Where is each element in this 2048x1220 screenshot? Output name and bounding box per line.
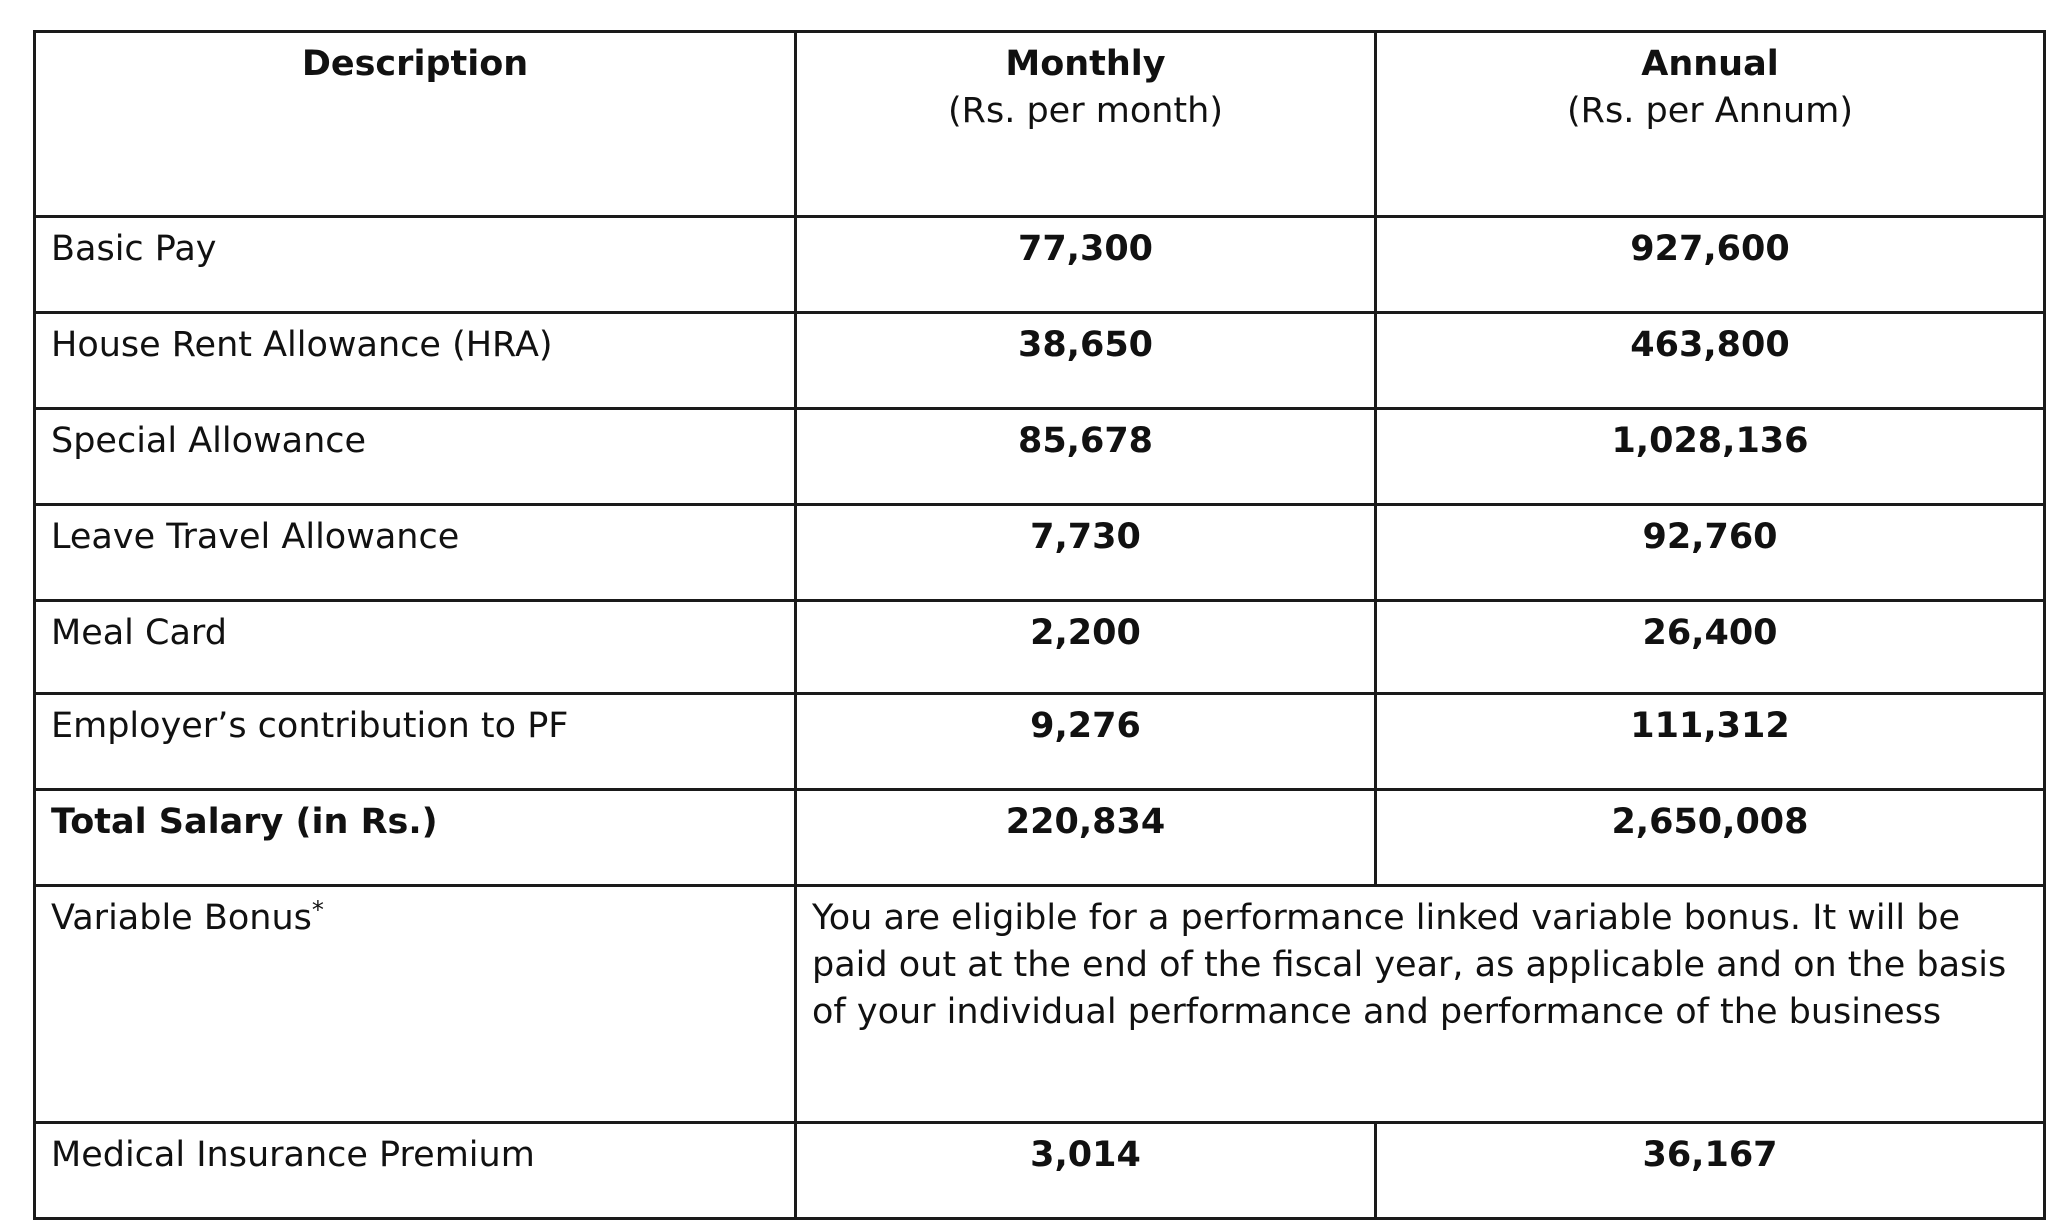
row-monthly-value: 2,200 bbox=[796, 601, 1376, 694]
header-monthly-title: Monthly bbox=[1005, 44, 1166, 84]
medical-monthly-value: 3,014 bbox=[796, 1123, 1376, 1219]
header-description-title: Description bbox=[301, 44, 529, 84]
header-annual-title: Annual bbox=[1641, 44, 1779, 84]
header-annual bbox=[1376, 32, 2045, 217]
row-monthly-value: 9,276 bbox=[796, 694, 1376, 790]
salary-breakup-table bbox=[33, 30, 2046, 1220]
row-annual-value: 111,312 bbox=[1376, 694, 2045, 790]
header-description bbox=[35, 32, 796, 217]
row-description: Basic Pay bbox=[35, 217, 796, 313]
table-row bbox=[35, 601, 2045, 694]
row-description: Meal Card bbox=[35, 601, 796, 694]
row-monthly-value: 38,650 bbox=[796, 313, 1376, 409]
table-row bbox=[35, 217, 2045, 313]
total-annual-value: 2,650,008 bbox=[1376, 790, 2045, 886]
row-description: Employer’s contribution to PF bbox=[35, 694, 796, 790]
row-description: Leave Travel Allowance bbox=[35, 505, 796, 601]
table-row bbox=[35, 505, 2045, 601]
row-annual-value: 92,760 bbox=[1376, 505, 2045, 601]
row-monthly-value: 77,300 bbox=[796, 217, 1376, 313]
table-header-row bbox=[35, 32, 2045, 217]
total-salary-label: Total Salary (in Rs.) bbox=[35, 790, 796, 886]
header-annual-unit: (Rs. per Annum) bbox=[1567, 91, 1853, 131]
row-monthly-value: 7,730 bbox=[796, 505, 1376, 601]
total-monthly-value: 220,834 bbox=[796, 790, 1376, 886]
header-monthly-unit: (Rs. per month) bbox=[948, 91, 1223, 131]
variable-bonus-row bbox=[35, 886, 2045, 1123]
footnote-asterisk: * bbox=[311, 896, 324, 924]
table-row bbox=[35, 313, 2045, 409]
medical-insurance-row bbox=[35, 1123, 2045, 1219]
variable-bonus-label: Variable Bonus bbox=[51, 898, 312, 938]
variable-bonus-cell bbox=[35, 886, 796, 1123]
row-annual-value: 463,800 bbox=[1376, 313, 2045, 409]
medical-annual-value: 36,167 bbox=[1376, 1123, 2045, 1219]
medical-insurance-label: Medical Insurance Premium bbox=[35, 1123, 796, 1219]
table-row bbox=[35, 409, 2045, 505]
row-description: House Rent Allowance (HRA) bbox=[35, 313, 796, 409]
row-annual-value: 1,028,136 bbox=[1376, 409, 2045, 505]
row-annual-value: 26,400 bbox=[1376, 601, 2045, 694]
header-monthly bbox=[796, 32, 1376, 217]
variable-bonus-note: You are eligible for a performance linked variable bonus. It will be paid out at the end of the fiscal year, as applicable and on the basis of your individual performance and performance of the business bbox=[796, 886, 2045, 1123]
table-row bbox=[35, 694, 2045, 790]
row-description: Special Allowance bbox=[35, 409, 796, 505]
row-monthly-value: 85,678 bbox=[796, 409, 1376, 505]
row-annual-value: 927,600 bbox=[1376, 217, 2045, 313]
total-salary-row bbox=[35, 790, 2045, 886]
